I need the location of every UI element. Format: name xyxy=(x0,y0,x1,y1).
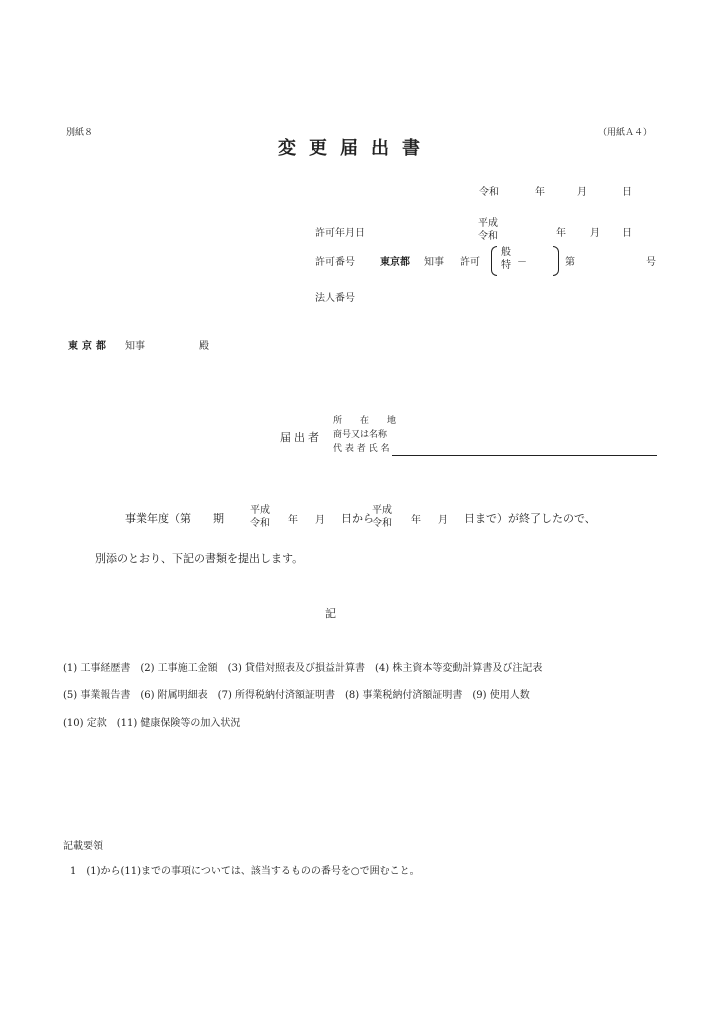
document-list-line-3: (10) 定款 (11) 健康保険等の加入状況 xyxy=(63,718,241,729)
document-list-line-2: (5) 事業報告書 (6) 附属明細表 (7) 所得税納付済額証明書 (8) 事業税納付済額証明書 (9) 使用人数 xyxy=(63,690,530,701)
fiscal-year-start: 事業年度（第 期 xyxy=(125,512,224,525)
permit-prefecture: 東京都 xyxy=(380,257,410,268)
date-era: 令和 xyxy=(479,187,499,198)
permit-dai: 第 xyxy=(565,257,575,268)
date-day: 日 xyxy=(622,187,632,198)
notes-heading: 記載要領 xyxy=(63,841,103,852)
fiscal-from-year: 年 xyxy=(288,515,298,526)
notifier-label: 届出者 xyxy=(280,431,322,444)
page-title: 変更届出書 xyxy=(278,138,433,159)
era-option-reiwa: 令和 xyxy=(478,231,498,242)
notes-item-1: 1 (1)から(11)までの事項については、該当するものの番号を○で囲むこと。 xyxy=(70,866,420,877)
left-bracket xyxy=(491,246,497,276)
fiscal-from-month: 月 xyxy=(315,515,325,526)
paper-size: （用紙Ａ４） xyxy=(598,128,653,138)
notifier-fields xyxy=(333,414,396,456)
addressee-governor: 知事 xyxy=(125,341,145,352)
corporate-number-label: 法人番号 xyxy=(315,293,355,304)
era-option-heisei: 平成 xyxy=(478,218,498,229)
permit-label: 許可 xyxy=(460,257,480,268)
permit-date-day: 日 xyxy=(622,228,632,239)
right-bracket xyxy=(553,246,559,276)
fiscal-to-era-options: 平成 令和 xyxy=(372,505,392,529)
permit-dash: － xyxy=(517,257,527,268)
addressee-prefecture: 東京都 xyxy=(68,341,110,352)
date-month: 月 xyxy=(577,187,587,198)
permit-date-year: 年 xyxy=(556,228,566,239)
permit-date-month: 月 xyxy=(590,228,600,239)
fiscal-to-year: 年 xyxy=(411,515,421,526)
permit-number-label: 許可番号 xyxy=(315,257,355,268)
permit-type-options xyxy=(501,246,511,272)
permit-governor: 知事 xyxy=(424,257,444,268)
submission-statement: 別添のとおり、下記の書類を提出します。 xyxy=(95,552,304,565)
fiscal-to-month: 月 xyxy=(438,515,448,526)
type-option-general: 般 xyxy=(501,247,511,258)
date-year: 年 xyxy=(535,187,545,198)
fiscal-from-label: 日から xyxy=(341,512,374,525)
notifier-field-company-name: 商号又は名称 xyxy=(333,430,388,440)
document-list-line-1: (1) 工事経歴書 (2) 工事施工金額 (3) 貸借対照表及び損益計算書 (4) 株主資本等変動計算書及び注記表 xyxy=(63,663,543,674)
notifier-field-representative: 代 表 者 氏 名 xyxy=(333,444,390,454)
permit-date-era-options xyxy=(478,217,498,243)
addressee-honorific: 殿 xyxy=(199,341,209,352)
form-number: 別紙８ xyxy=(66,128,94,138)
signature-line xyxy=(392,455,657,456)
fiscal-end-label: 日まで）が終了したので、 xyxy=(464,512,596,525)
type-option-special: 特 xyxy=(501,260,511,271)
permit-date-label: 許可年月日 xyxy=(315,228,365,239)
permit-go: 号 xyxy=(646,257,656,268)
notifier-field-address: 所 在 地 xyxy=(333,416,397,426)
ki-heading: 記 xyxy=(325,607,336,620)
fiscal-from-era-options: 平成 令和 xyxy=(250,505,270,529)
